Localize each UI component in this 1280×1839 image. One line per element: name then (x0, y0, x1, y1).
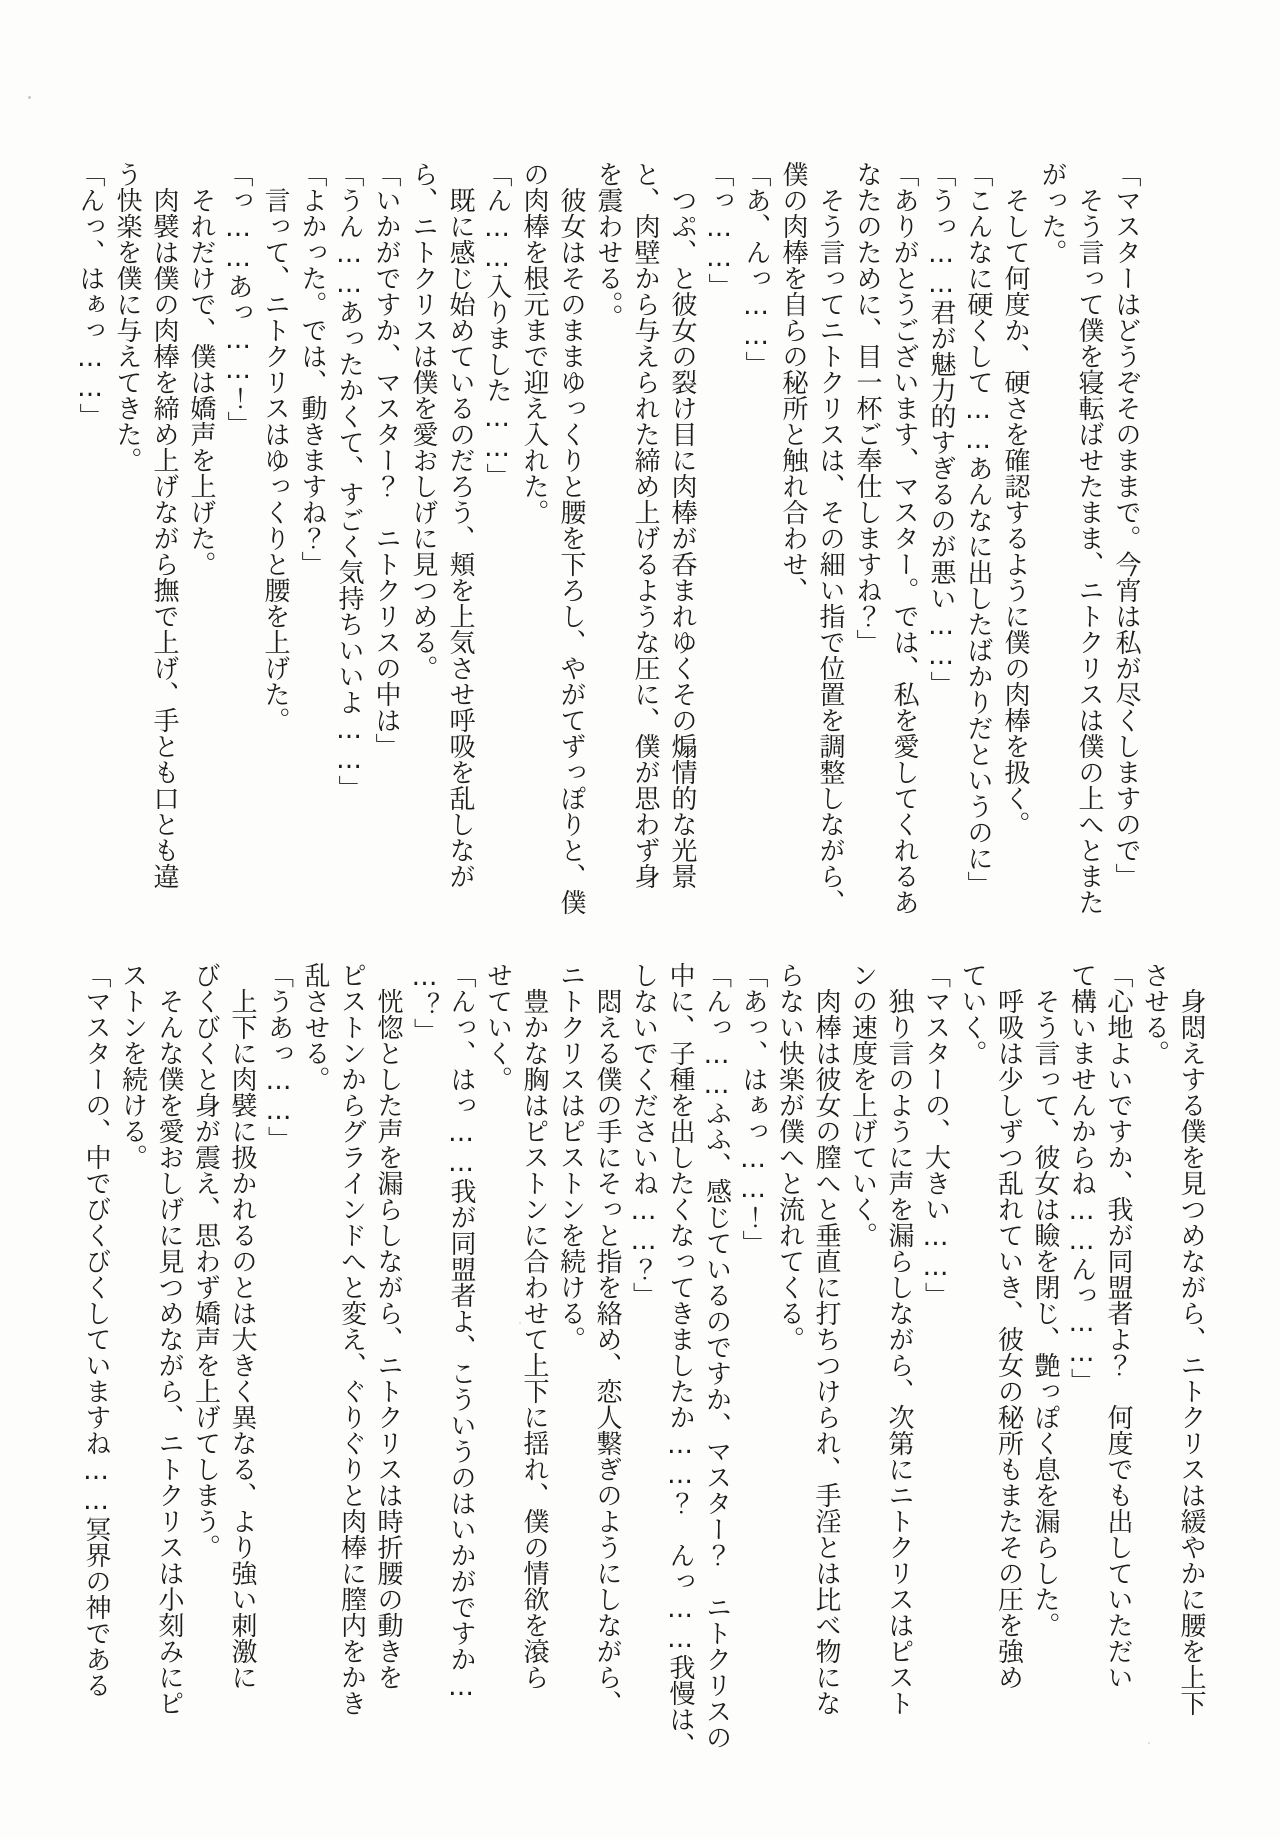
text-line: 「あ、んっ……」 (741, 161, 771, 377)
text-line: 中に、子種を出したくなってきましたか……？ んっ……我慢は、 (665, 962, 695, 1758)
text-line: そんな僕を愛おしげに見つめながら、ニトクリスは小刻みにピ (154, 988, 184, 1716)
text-line: しないでくださいね……？」 (628, 962, 659, 1308)
text-line: 独り言のように声を漏らしながら、次第にニトクリスはピスト (884, 988, 914, 1716)
text-line: そう言って、彼女は瞼を閉じ、艶っぽく息を漏らした。 (1030, 988, 1060, 1638)
scan-speck (28, 96, 31, 99)
text-line: させる。 (1139, 962, 1170, 1066)
text-line: …？」 (409, 962, 440, 1044)
text-line: 恍惚とした声を漏らしながら、ニトクリスは時折腰の動きを (373, 988, 403, 1690)
text-line: びくびくと身が震え、思わず嬌声を上げてしまう。 (190, 962, 221, 1560)
text-line: 「いかがですか、マスター？ ニトクリスの中は」 (371, 161, 401, 759)
text-line: 身悶えする僕を見つめながら、ニトクリスは緩やかに腰を上下 (1176, 988, 1206, 1716)
text-line: ていく。 (957, 962, 987, 1066)
text-line: 呼吸は少しずつ乱れていき、彼女の秘所もまたその圧を強め (993, 988, 1024, 1690)
text-line: 「っ……あっ……！」 (223, 161, 253, 437)
text-line: らない快楽が僕へと流れてくる。 (774, 962, 805, 1352)
text-line: 「んっ……ふふ、感じているのですか、マスター？ ニトクリスの (701, 962, 732, 1750)
text-line: ら、ニトクリスは僕を愛おしげに見つめる。 (408, 161, 438, 681)
text-line: 彼女はそのままゆっくりと腰を下ろし、やがてずっぽりと、僕 (556, 187, 586, 915)
bottom-text-block (78, 962, 1210, 1758)
text-line: を震わせる。。 (593, 161, 623, 330)
text-line: 「んっ、はっ……我が同盟者よ、こういうのはいかがですか… (446, 962, 476, 1702)
text-line: 乱させる。 (300, 962, 330, 1092)
scan-speck (1148, 1742, 1150, 1744)
text-line: なたのために、目一杯ご奉仕しますね？」 (852, 161, 882, 655)
text-line: 「っ……」 (704, 161, 734, 299)
text-line: 豊かな胸はピストンに合わせて上下に揺れ、僕の情欲を滾ら (519, 988, 549, 1690)
text-line: 「心地よいですか、我が同盟者よ？ 何度でも出していただい (1103, 962, 1133, 1690)
text-line: ニトクリスはピストンを続ける。 (555, 962, 586, 1352)
text-line: 悶える僕の手にそっと指を絡め、恋人繋ぎのようにしながら、 (592, 988, 622, 1716)
text-line: 「うっ……君が魅力的すぎるのが悪い……」 (926, 161, 956, 697)
text-line: 「うん……あったかくて、すごく気持ちいいよ……」 (334, 161, 364, 801)
text-line: 僕の肉棒を自らの秘所と触れ合わせ、 (778, 161, 808, 603)
text-line: 「マスターの、中でびくびくしていますね……冥界の神である (81, 962, 111, 1698)
text-line: て構いませんからね……んっ……」 (1066, 962, 1097, 1394)
text-line: 既に感じ始めているのだろう、頬を上気させ呼吸を乱しなが (445, 187, 475, 889)
text-line: がった。 (1037, 161, 1067, 265)
top-text-block (71, 161, 1144, 915)
text-line: せていく。 (482, 962, 513, 1092)
scan-speck (519, 1322, 521, 1324)
text-line: う快楽を僕に与えてきた。 (112, 161, 142, 473)
text-line: そう言って僕を寝転ばせたまま、ニトクリスは僕の上へとまた (1074, 187, 1104, 915)
text-line: 「マスターはどうぞそのままで。今宵は私が尽くしますので」 (1111, 161, 1141, 889)
text-line: 上下に肉襞に扱かれるのとは大きく異なる、より強い刺激に (227, 988, 257, 1690)
text-line: ンの速度を上げていく。 (847, 962, 878, 1248)
text-line: 「マスターの、大きい……」 (920, 962, 951, 1308)
text-line: つぷ、と彼女の裂け目に肉棒が呑まれゆくその煽情的な光景 (667, 187, 697, 889)
text-line: 「んっ、はぁっ……」 (75, 161, 105, 429)
text-line: 「あっ、はぁっ……！」 (738, 962, 768, 1256)
text-line: それだけで、僕は嬌声を上げた。 (186, 187, 216, 577)
text-line: 肉襞は僕の肉棒を締め上げながら撫で上げ、手とも口とも違 (149, 187, 179, 889)
text-line: 「こんなに硬くして……あんなに出したばかりだというのに」 (963, 161, 993, 897)
text-line: 「ん……入りました……」 (482, 161, 512, 489)
text-line: の肉棒を根元まで迎え入れた。 (519, 161, 549, 525)
text-line: そして何度か、硬さを確認するように僕の肉棒を扱く。 (1000, 187, 1030, 837)
text-line: 肉棒は彼女の膣へと垂直に打ちつけられ、手淫とは比べ物にな (811, 988, 841, 1716)
text-line: そう言ってニトクリスは、その細い指で位置を調整しながら、 (815, 187, 845, 915)
text-line: 「ありがとうございます、マスター。では、私を愛してくれるあ (889, 161, 919, 915)
text-line: と、肉壁から与えられた締め上げるような圧に、僕が思わず身 (630, 161, 660, 889)
text-line: 言って、ニトクリスはゆっくりと腰を上げた。 (260, 187, 290, 733)
text-line: 「うあっ……」 (263, 962, 294, 1152)
text-line: ピストンからグラインドへと変え、ぐりぐりと肉棒に膣内をかき (336, 962, 367, 1716)
text-line: ストンを続ける。 (117, 962, 148, 1170)
text-line: 「よかった。では、動きますね？」 (297, 161, 327, 577)
